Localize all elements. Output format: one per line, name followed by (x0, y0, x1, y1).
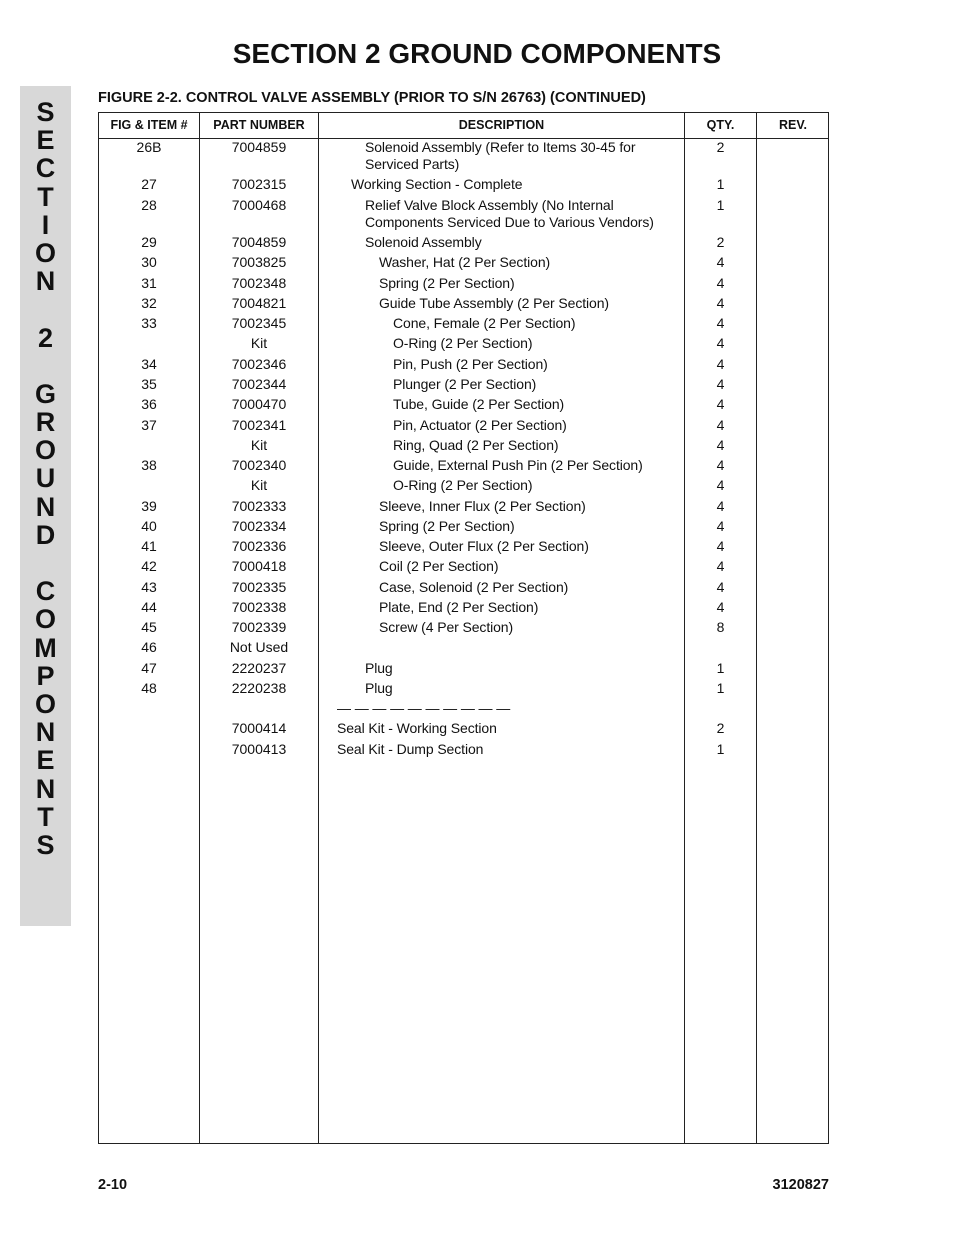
side-tab-letter: T (37, 181, 54, 212)
description-cell: Spring (2 Per Section) (379, 518, 515, 534)
side-tab (20, 86, 71, 926)
side-tab-letter: C (35, 153, 56, 184)
description-cell: Plug (365, 660, 393, 676)
item-cell: 48 (141, 680, 157, 696)
description-cell: O-Ring (2 Per Section) (393, 335, 533, 351)
side-tab-letter: E (36, 745, 55, 776)
part-number-cell: 7000470 (231, 396, 287, 412)
part-number-cell: 7000413 (231, 741, 287, 757)
part-number-cell: 7002341 (231, 417, 287, 433)
description-cell: Screw (4 Per Section) (379, 619, 514, 635)
part-number-cell: 7000414 (231, 720, 287, 736)
part-number-cell: Kit (250, 477, 268, 493)
description-cell: Ring, Quad (2 Per Section) (393, 437, 559, 453)
part-number-cell: 7004859 (231, 139, 287, 155)
description-cell: — — — — — — — — — — (337, 700, 511, 716)
qty-cell: 1 (716, 197, 725, 213)
qty-cell: 1 (716, 176, 725, 192)
qty-cell: 4 (716, 295, 725, 311)
part-number-cell: 7002346 (231, 356, 287, 372)
side-tab-letter: C (35, 576, 56, 607)
part-number-cell: 7002315 (231, 176, 287, 192)
side-tab-letter: E (36, 125, 55, 156)
side-tab-letter: N (35, 491, 56, 522)
description-cell: Guide Tube Assembly (2 Per Section) (379, 295, 609, 311)
side-tab-letter: O (34, 237, 56, 268)
qty-cell: 4 (716, 518, 725, 534)
side-tab-letter: P (36, 660, 55, 691)
item-cell: 41 (141, 538, 157, 554)
part-number-cell: 7002338 (231, 599, 287, 615)
part-number-cell: 7002340 (231, 457, 287, 473)
page-number: 2-10 (98, 1177, 128, 1193)
part-number-cell: 7002339 (231, 619, 287, 635)
column-divider (318, 113, 319, 1143)
side-tab-letter: T (37, 801, 54, 832)
qty-cell: 4 (716, 275, 725, 291)
part-number-cell: 7003825 (231, 254, 287, 270)
side-tab-letter: O (34, 688, 56, 719)
qty-cell: 2 (716, 720, 725, 736)
item-cell: 42 (141, 558, 157, 574)
item-cell: 29 (141, 234, 157, 250)
part-number-cell: 7002344 (231, 376, 287, 392)
item-cell: 47 (141, 660, 157, 676)
qty-cell: 4 (716, 599, 725, 615)
header-qty: QTY. (706, 118, 735, 132)
side-tab-letter: R (35, 407, 56, 438)
side-tab-letter: U (35, 463, 56, 494)
qty-cell: 4 (716, 396, 725, 412)
item-cell: 28 (141, 197, 157, 213)
part-number-cell: Kit (250, 437, 268, 453)
qty-cell: 2 (716, 139, 725, 155)
part-number-cell: 7002335 (231, 579, 287, 595)
side-tab-letter: D (35, 519, 56, 550)
side-tab-letter: O (34, 435, 56, 466)
item-cell: 40 (141, 518, 157, 534)
description-cell: Relief Valve Block Assembly (No Internal Components Serviced Due to Various Vendors) (365, 197, 654, 230)
description-cell: Plate, End (2 Per Section) (379, 599, 539, 615)
item-cell: 33 (141, 315, 157, 331)
qty-cell: 1 (716, 741, 725, 757)
item-cell: 44 (141, 599, 157, 615)
qty-cell: 4 (716, 356, 725, 372)
side-tab-letter: M (34, 632, 57, 663)
description-cell: Plunger (2 Per Section) (393, 376, 537, 392)
column-divider (756, 113, 757, 1143)
qty-cell: 4 (716, 558, 725, 574)
part-number-cell: 7000468 (231, 197, 287, 213)
section-title: SECTION 2 GROUND COMPONENTS (232, 38, 722, 69)
description-cell: Seal Kit - Dump Section (337, 741, 484, 757)
qty-cell: 8 (716, 619, 725, 635)
qty-cell: 4 (716, 437, 725, 453)
part-number-cell: 7002345 (231, 315, 287, 331)
description-cell: Sleeve, Outer Flux (2 Per Section) (379, 538, 589, 554)
part-number-cell: 7002348 (231, 275, 287, 291)
part-number-cell: 2220237 (231, 660, 287, 676)
item-cell: 26B (136, 139, 162, 155)
qty-cell: 2 (716, 234, 725, 250)
qty-cell: 4 (716, 417, 725, 433)
part-number-cell: 7002333 (231, 498, 287, 514)
side-tab-letter: O (34, 604, 56, 635)
item-cell: 27 (141, 176, 157, 192)
description-cell: Guide, External Push Pin (2 Per Section) (393, 457, 643, 473)
qty-cell: 4 (716, 376, 725, 392)
header-description: DESCRIPTION (458, 118, 545, 132)
qty-cell: 4 (716, 335, 725, 351)
item-cell: 30 (141, 254, 157, 270)
item-cell: 31 (141, 275, 157, 291)
description-cell: Case, Solenoid (2 Per Section) (379, 579, 569, 595)
qty-cell: 1 (716, 680, 725, 696)
part-number-cell: 2220238 (231, 680, 287, 696)
qty-cell: 4 (716, 457, 725, 473)
part-number-cell: 7004821 (231, 295, 287, 311)
description-cell: Solenoid Assembly (365, 234, 482, 250)
part-number-cell: 7000418 (231, 558, 287, 574)
item-cell: 32 (141, 295, 157, 311)
side-tab-letters (20, 98, 71, 859)
side-tab-letter: I (41, 209, 50, 240)
parts-table (98, 112, 829, 1144)
description-cell: Seal Kit - Working Section (337, 720, 497, 736)
figure-title: FIGURE 2-2. CONTROL VALVE ASSEMBLY (PRIOR TO S/N 26763) (CONTINUED) (98, 90, 646, 106)
side-tab-letter: N (35, 266, 56, 297)
qty-cell: 4 (716, 477, 725, 493)
item-cell: 46 (141, 639, 157, 655)
side-tab-letter: G (34, 378, 56, 409)
description-cell: Sleeve, Inner Flux (2 Per Section) (379, 498, 586, 514)
description-cell: Spring (2 Per Section) (379, 275, 515, 291)
description-cell: O-Ring (2 Per Section) (393, 477, 533, 493)
qty-cell: 1 (716, 660, 725, 676)
item-cell: 34 (141, 356, 157, 372)
side-tab-letter: S (36, 97, 55, 127)
item-cell: 39 (141, 498, 157, 514)
item-cell: 43 (141, 579, 157, 595)
qty-cell: 4 (716, 254, 725, 270)
part-number-cell: Kit (250, 335, 268, 351)
part-number-cell: Not Used (229, 639, 289, 655)
item-cell: 36 (141, 396, 157, 412)
description-cell: Plug (365, 680, 393, 696)
description-cell: Solenoid Assembly (Refer to Items 30-45 for Serviced Parts) (365, 139, 636, 172)
header-part-number: PART NUMBER (213, 118, 305, 132)
header-item: FIG & ITEM # (110, 118, 188, 132)
qty-cell: 4 (716, 579, 725, 595)
side-tab-letter: 2 (37, 322, 54, 353)
description-cell: Tube, Guide (2 Per Section) (393, 396, 565, 412)
description-cell: Working Section - Complete (351, 176, 523, 192)
document-number: 3120827 (772, 1177, 829, 1193)
side-tab-letter: N (35, 717, 56, 748)
qty-cell: 4 (716, 315, 725, 331)
description-cell: Cone, Female (2 Per Section) (393, 315, 576, 331)
item-cell: 38 (141, 457, 157, 473)
side-tab-letter: S (36, 829, 55, 860)
item-cell: 45 (141, 619, 157, 635)
header-rev: REV. (778, 118, 808, 132)
description-cell: Washer, Hat (2 Per Section) (379, 254, 551, 270)
part-number-cell: 7002336 (231, 538, 287, 554)
qty-cell: 4 (716, 538, 725, 554)
part-number-cell: 7004859 (231, 234, 287, 250)
qty-cell: 4 (716, 498, 725, 514)
part-number-cell: 7002334 (231, 518, 287, 534)
item-cell: 35 (141, 376, 157, 392)
description-cell: Coil (2 Per Section) (379, 558, 499, 574)
description-cell: Pin, Actuator (2 Per Section) (393, 417, 567, 433)
item-cell: 37 (141, 417, 157, 433)
side-tab-letter: N (35, 773, 56, 804)
description-cell: Pin, Push (2 Per Section) (393, 356, 548, 372)
